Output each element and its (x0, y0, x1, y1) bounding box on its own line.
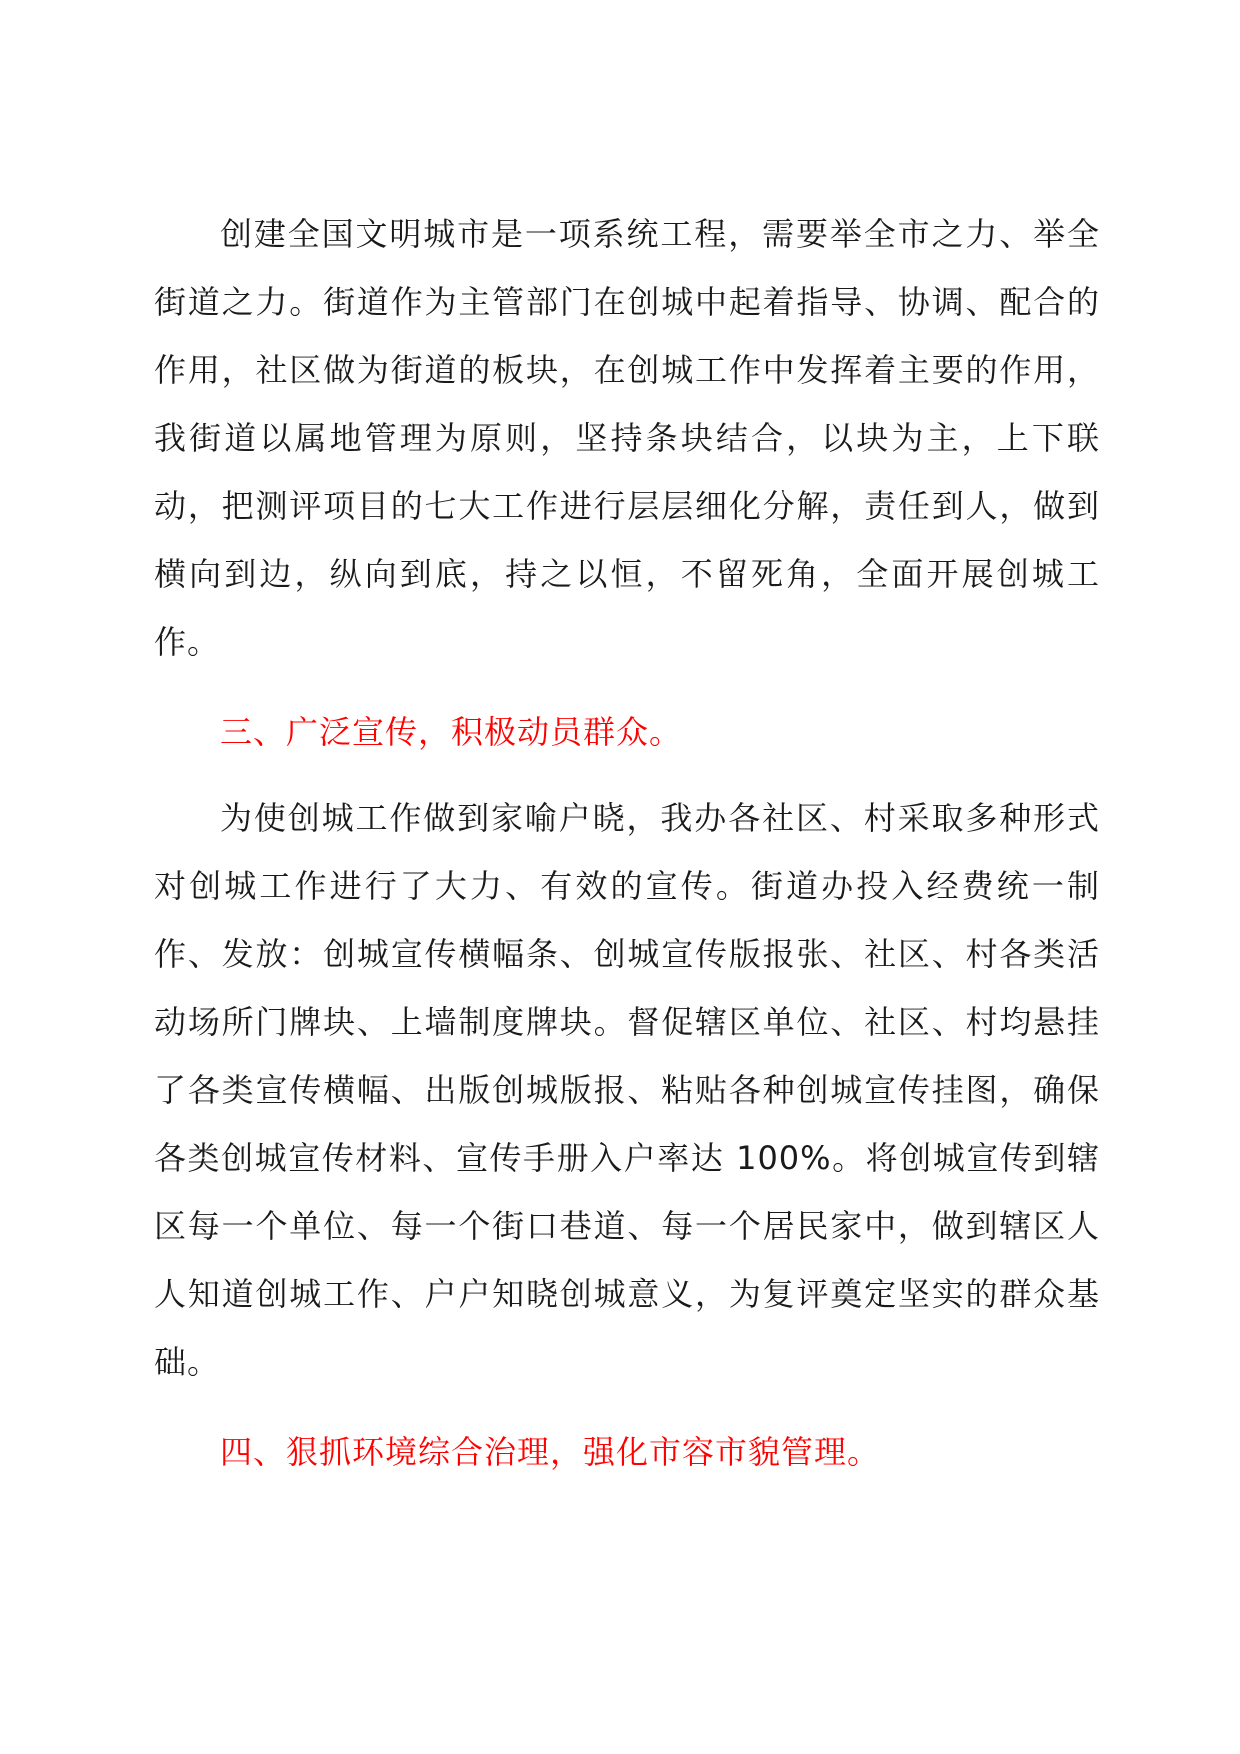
section-heading-4: 四、狠抓环境综合治理，强化市容市貌管理。 (220, 1433, 881, 1471)
paragraph-city-creation-overview: 创建全国文明城市是一项系统工程，需要举全市之力、举全街道之力。街道作为主管部门在创城中起着指导、协调、配合的作用，社区做为街道的板块，在创城工作中发挥着主要的作用，我街道以属地管理为原则，坚持条块结合，以块为主，上下联动，把测评项目的七大工作进行层层细化分解，责任到人，做到横向到边，纵向到底，持之以恒，不留死角，全面开展创城工作。 (154, 215, 1100, 661)
section-heading-3: 三、广泛宣传，积极动员群众。 (220, 713, 683, 751)
paragraph-publicity: 为使创城工作做到家喻户晓，我办各社区、村采取多种形式对创城工作进行了大力、有效的宣传。街道办投入经费统一制作、发放：创城宣传横幅条、创城宣传版报张、社区、村各类活动场所门牌块、上墙制度牌块。督促辖区单位、社区、村均悬挂了各类宣传横幅、出版创城版报、粘贴各种创城宣传挂图，确保各类创城宣传材料、宣传手册入户率达 100%。将创城宣传到辖区每一个单位、每一个街口巷道、每一个居民家中，做到辖区人人知道创城工作、户户知晓创城意义，为复评奠定坚实的群众基础。 (154, 799, 1100, 1381)
